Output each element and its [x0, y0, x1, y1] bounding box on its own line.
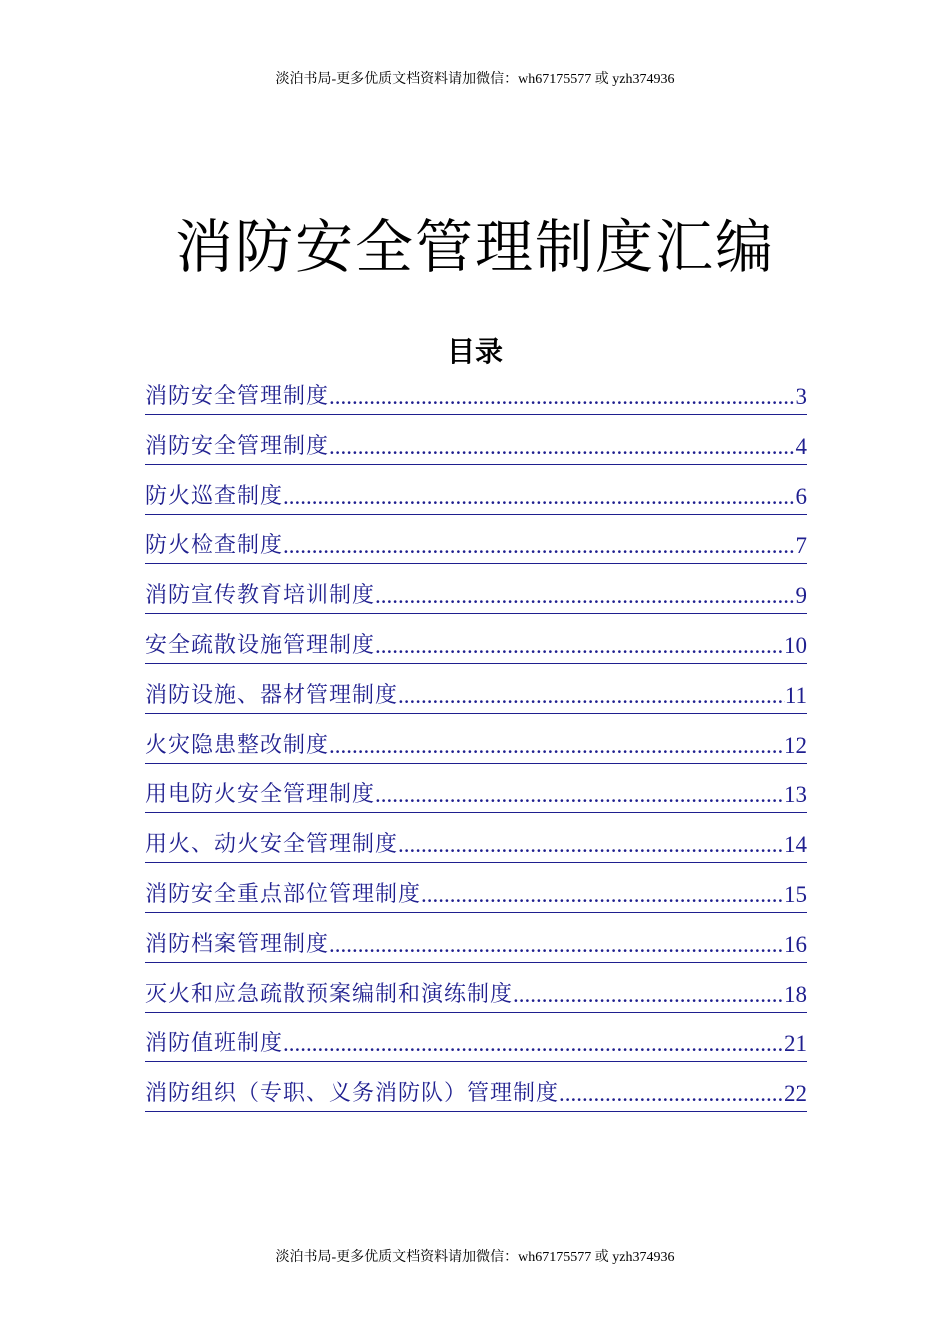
toc-entry-title: 消防安全管理制度: [145, 384, 330, 409]
toc-entry[interactable]: [145, 430, 807, 480]
toc-entry-page: 11: [784, 682, 807, 708]
toc-dot-leader: [421, 878, 784, 912]
toc-entry-page: 13: [784, 782, 807, 808]
toc-entry-page: 4: [795, 433, 807, 459]
toc-entry-title: 用火、动火安全管理制度: [145, 832, 399, 858]
toc-dot-leader: [329, 430, 795, 464]
toc-entry[interactable]: [145, 679, 807, 729]
toc-entry-title: 消防档案管理制度: [145, 931, 330, 957]
toc-entry[interactable]: [145, 978, 807, 1028]
toc-entry-page: 15: [784, 881, 807, 907]
toc-entry-title: 消防宣传教育培训制度: [145, 583, 376, 609]
toc-entry[interactable]: [145, 729, 807, 779]
toc-entry[interactable]: [145, 529, 807, 579]
toc-dot-leader: [375, 579, 795, 613]
toc-entry-title: 消防组织（专职、义务消防队）管理制度: [145, 1081, 560, 1107]
toc-entry[interactable]: [145, 1027, 807, 1077]
toc-entry-page: 6: [795, 483, 807, 509]
toc-entry-page: 9: [795, 583, 807, 609]
toc-dot-leader: [398, 828, 784, 862]
document-title: 消防安全管理制度汇编: [174, 213, 775, 281]
toc-entry-title: 消防安全重点部位管理制度: [145, 881, 422, 907]
toc-entry[interactable]: [145, 828, 807, 878]
page-header-note: 淡泊书局-更多优质文档资料请加微信：wh67175577 或 yzh374936: [275, 72, 675, 87]
toc-entry[interactable]: [145, 480, 807, 530]
toc-dot-leader: [375, 629, 784, 663]
toc-entry-page: 16: [784, 931, 807, 957]
toc-entry-title: 消防安全管理制度: [145, 433, 330, 459]
toc-entry-title: 消防设施、器材管理制度: [145, 682, 399, 708]
toc-entry-title: 火灾隐患整改制度: [145, 732, 330, 758]
toc-dot-leader: [329, 380, 795, 414]
toc-entry-page: 21: [784, 1031, 807, 1057]
toc-entry-page: 12: [784, 732, 807, 758]
toc-dot-leader: [329, 928, 784, 962]
toc-entry[interactable]: [145, 380, 807, 430]
toc-dot-leader: [513, 978, 784, 1012]
toc-entry-page: 18: [784, 981, 807, 1007]
toc-entry-page: 10: [784, 632, 807, 658]
toc-entry[interactable]: [145, 778, 807, 828]
toc-entry-title: 用电防火安全管理制度: [145, 782, 376, 808]
toc-entry-title: 防火检查制度: [145, 533, 284, 559]
toc-entry-page: 3: [795, 384, 807, 409]
toc-entry[interactable]: [145, 1077, 807, 1127]
toc-entry-title: 灭火和应急疏散预案编制和演练制度: [145, 981, 514, 1007]
toc-dot-leader: [559, 1077, 784, 1111]
toc-entry[interactable]: [145, 928, 807, 978]
toc-entry[interactable]: [145, 878, 807, 928]
toc-entry[interactable]: [145, 629, 807, 679]
toc-heading: 目录: [446, 335, 503, 368]
toc-entry-title: 安全疏散设施管理制度: [145, 632, 376, 658]
toc-entry-page: 7: [795, 533, 807, 559]
page-footer-note: 淡泊书局-更多优质文档资料请加微信：wh67175577 或 yzh374936: [275, 1250, 675, 1265]
toc-entry-title: 消防值班制度: [145, 1031, 284, 1057]
toc-entry-page: 14: [784, 832, 807, 858]
table-of-contents: [145, 380, 807, 1127]
toc-dot-leader: [398, 679, 785, 713]
toc-entry[interactable]: [145, 579, 807, 629]
toc-entry-page: 22: [784, 1081, 807, 1107]
toc-dot-leader: [283, 480, 795, 514]
toc-dot-leader: [329, 729, 784, 763]
toc-entry-title: 防火巡查制度: [145, 483, 284, 509]
toc-dot-leader: [283, 529, 795, 563]
toc-dot-leader: [375, 778, 784, 812]
toc-dot-leader: [283, 1027, 784, 1061]
